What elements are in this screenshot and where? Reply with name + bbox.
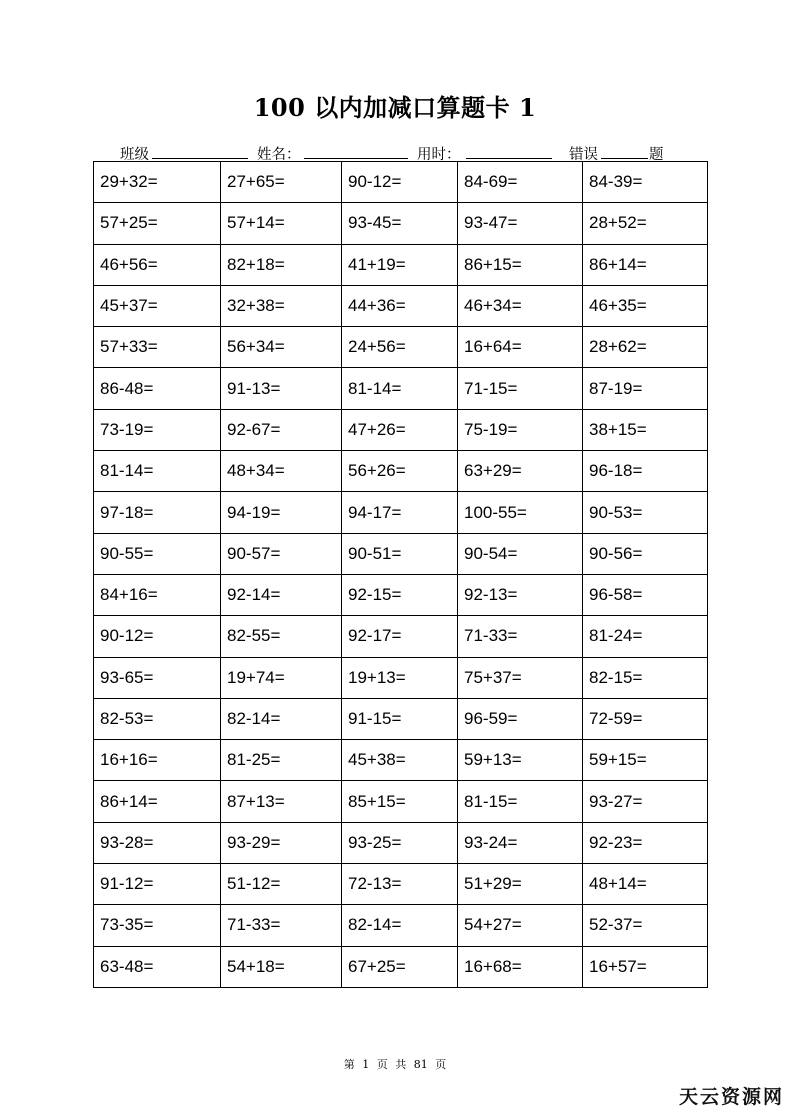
time-label: 用时：	[417, 147, 461, 163]
problem-cell: 57+14=	[221, 203, 342, 244]
time-blank	[466, 157, 552, 159]
problem-cell: 27+65=	[221, 162, 342, 203]
problem-cell: 32+38=	[221, 285, 342, 326]
problem-cell: 67+25=	[342, 946, 458, 987]
problem-cell: 91-15=	[342, 698, 458, 739]
table-row	[94, 698, 708, 739]
page-title: 100 以内加减口算题卡 1	[253, 93, 537, 122]
problem-cell: 93-28=	[94, 822, 221, 863]
problem-cell: 93-25=	[342, 822, 458, 863]
problem-cell: 96-58=	[583, 574, 708, 615]
problem-cell: 46+35=	[583, 285, 708, 326]
problem-cell: 86-48=	[94, 368, 221, 409]
problem-cell: 41+19=	[342, 244, 458, 285]
problem-cell: 19+13=	[342, 657, 458, 698]
problem-cell: 93-24=	[458, 822, 583, 863]
problem-cell: 54+27=	[458, 905, 583, 946]
problem-cell: 81-24=	[583, 616, 708, 657]
table-row	[94, 864, 708, 905]
problem-cell: 82-14=	[342, 905, 458, 946]
problem-cell: 87-19=	[583, 368, 708, 409]
table-row	[94, 616, 708, 657]
table-row	[94, 451, 708, 492]
problem-cell: 28+52=	[583, 203, 708, 244]
table-row	[94, 946, 708, 987]
table-row	[94, 203, 708, 244]
table-row	[94, 740, 708, 781]
table-row	[94, 162, 708, 203]
problem-cell: 93-47=	[458, 203, 583, 244]
problem-cell: 72-13=	[342, 864, 458, 905]
problem-cell: 28+62=	[583, 327, 708, 368]
problem-cell: 47+26=	[342, 409, 458, 450]
problem-cell: 93-29=	[221, 822, 342, 863]
problem-cell: 44+36=	[342, 285, 458, 326]
problem-cell: 73-19=	[94, 409, 221, 450]
table-row	[94, 905, 708, 946]
error-blank	[601, 157, 648, 159]
problem-cell: 90-51=	[342, 533, 458, 574]
problem-cell: 93-65=	[94, 657, 221, 698]
problem-cell: 56+34=	[221, 327, 342, 368]
table-row	[94, 492, 708, 533]
problem-cell: 72-59=	[583, 698, 708, 739]
problem-cell: 87+13=	[221, 781, 342, 822]
problem-cell: 16+68=	[458, 946, 583, 987]
problem-cell: 45+37=	[94, 285, 221, 326]
problem-cell: 96-59=	[458, 698, 583, 739]
problem-cell: 29+32=	[94, 162, 221, 203]
problem-cell: 24+56=	[342, 327, 458, 368]
problem-cell: 16+64=	[458, 327, 583, 368]
problem-cell: 97-18=	[94, 492, 221, 533]
table-row	[94, 244, 708, 285]
problem-cell: 82-53=	[94, 698, 221, 739]
problem-cell: 90-57=	[221, 533, 342, 574]
table-row	[94, 368, 708, 409]
problem-cell: 86+15=	[458, 244, 583, 285]
problem-cell: 93-27=	[583, 781, 708, 822]
problem-cell: 90-55=	[94, 533, 221, 574]
problem-cell: 54+18=	[221, 946, 342, 987]
table-row	[94, 781, 708, 822]
table-row	[94, 657, 708, 698]
problem-cell: 90-53=	[583, 492, 708, 533]
page-number: 第 1 页 共 81 页	[343, 1058, 447, 1071]
problem-cell: 75+37=	[458, 657, 583, 698]
problem-cell: 52-37=	[583, 905, 708, 946]
problem-cell: 59+15=	[583, 740, 708, 781]
problem-cell: 71-33=	[221, 905, 342, 946]
problem-cell: 86+14=	[583, 244, 708, 285]
problem-cell: 81-14=	[94, 451, 221, 492]
class-blank	[152, 157, 248, 159]
problem-cell: 82-14=	[221, 698, 342, 739]
problem-cell: 57+33=	[94, 327, 221, 368]
problem-cell: 46+56=	[94, 244, 221, 285]
problem-cell: 19+74=	[221, 657, 342, 698]
problem-grid	[93, 161, 708, 988]
problem-cell: 90-12=	[94, 616, 221, 657]
problem-cell: 38+15=	[583, 409, 708, 450]
table-row	[94, 822, 708, 863]
problem-cell: 71-15=	[458, 368, 583, 409]
name-label: 姓名：	[257, 147, 301, 163]
watermark-logo: 天云资源网	[678, 1086, 784, 1108]
problem-cell: 81-14=	[342, 368, 458, 409]
table-row	[94, 409, 708, 450]
problem-cell: 92-15=	[342, 574, 458, 615]
problem-cell: 84-39=	[583, 162, 708, 203]
error-suffix: 题	[649, 147, 664, 163]
class-label: 班级	[120, 147, 149, 163]
problem-cell: 82-15=	[583, 657, 708, 698]
problem-cell: 51-12=	[221, 864, 342, 905]
problem-cell: 57+25=	[94, 203, 221, 244]
table-row	[94, 285, 708, 326]
problem-cell: 84-69=	[458, 162, 583, 203]
problem-cell: 81-25=	[221, 740, 342, 781]
problem-cell: 56+26=	[342, 451, 458, 492]
problem-cell: 46+34=	[458, 285, 583, 326]
problem-cell: 82+18=	[221, 244, 342, 285]
table-row	[94, 327, 708, 368]
problem-cell: 91-13=	[221, 368, 342, 409]
problem-cell: 84+16=	[94, 574, 221, 615]
problem-cell: 92-67=	[221, 409, 342, 450]
problem-cell: 96-18=	[583, 451, 708, 492]
problem-cell: 92-17=	[342, 616, 458, 657]
problem-cell: 92-14=	[221, 574, 342, 615]
problem-cell: 100-55=	[458, 492, 583, 533]
problem-cell: 82-55=	[221, 616, 342, 657]
problem-cell: 73-35=	[94, 905, 221, 946]
error-label: 错误	[569, 147, 598, 163]
problem-cell: 16+16=	[94, 740, 221, 781]
problem-cell: 90-12=	[342, 162, 458, 203]
problem-cell: 59+13=	[458, 740, 583, 781]
problem-cell: 75-19=	[458, 409, 583, 450]
problem-cell: 90-54=	[458, 533, 583, 574]
problem-cell: 90-56=	[583, 533, 708, 574]
problem-cell: 63-48=	[94, 946, 221, 987]
problem-cell: 85+15=	[342, 781, 458, 822]
problem-cell: 81-15=	[458, 781, 583, 822]
table-row	[94, 533, 708, 574]
problem-cell: 92-23=	[583, 822, 708, 863]
problem-cell: 93-45=	[342, 203, 458, 244]
problem-cell: 48+34=	[221, 451, 342, 492]
problem-cell: 63+29=	[458, 451, 583, 492]
problem-cell: 16+57=	[583, 946, 708, 987]
problem-cell: 91-12=	[94, 864, 221, 905]
problem-cell: 45+38=	[342, 740, 458, 781]
problem-cell: 92-13=	[458, 574, 583, 615]
problem-cell: 48+14=	[583, 864, 708, 905]
problem-cell: 94-19=	[221, 492, 342, 533]
problem-cell: 86+14=	[94, 781, 221, 822]
problem-cell: 94-17=	[342, 492, 458, 533]
problem-cell: 51+29=	[458, 864, 583, 905]
table-row	[94, 574, 708, 615]
name-blank	[304, 157, 408, 159]
problem-cell: 71-33=	[458, 616, 583, 657]
